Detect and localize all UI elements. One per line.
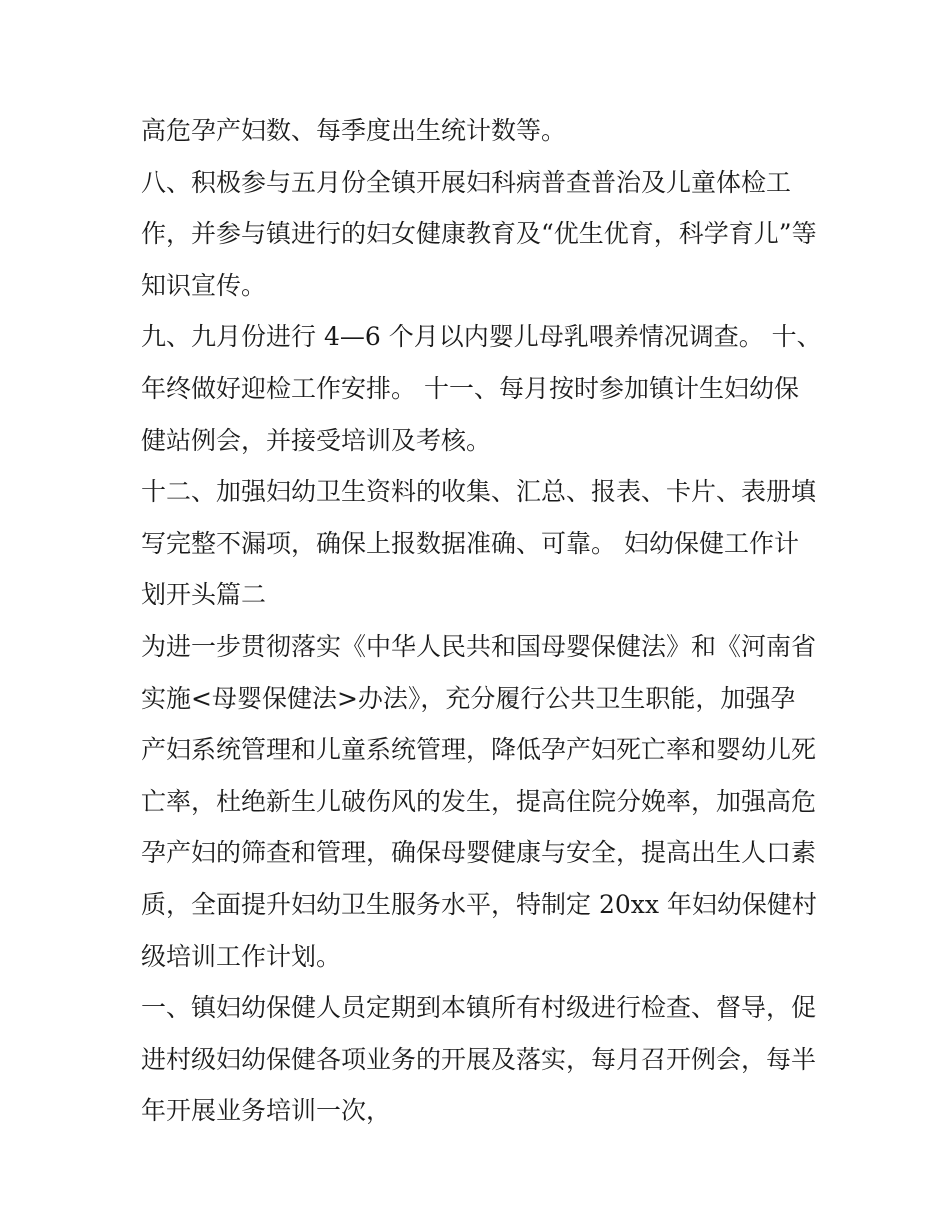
text-line: 十二、加强妇幼卫生资料的收集、汇总、报表、卡片、表册填 (141, 477, 817, 507)
text-line: 作，并参与镇进行的妇女健康教育及“优生优育，科学育儿”等 (141, 219, 817, 249)
paragraph-item-twelve (141, 466, 816, 621)
text-line: 写完整不漏项，确保上报数据准确、可靠。 妇幼保健工作计 (141, 528, 799, 558)
document-body (141, 105, 822, 1137)
text-line: 进村级妇幼保健各项业务的开展及落实，每月召开例会，每半 (141, 1044, 817, 1074)
text-line: 实施<母婴保健法>办法》，充分履行公共卫生职能，加强孕 (141, 683, 796, 713)
text-line: 一、镇妇幼保健人员定期到本镇所有村级进行检查、督导，促 (141, 993, 817, 1023)
text-line: 级培训工作计划。 (141, 941, 342, 971)
text-line: 质，全面提升妇幼卫生服务水平，特制定 20xx 年妇幼保健村 (141, 889, 817, 919)
paragraph-risk-statistics (141, 105, 816, 157)
text-line: 八、积极参与五月份全镇开展妇科病普查普治及儿童体检工 (141, 167, 792, 197)
paragraph-item-one (141, 982, 816, 1137)
text-line: 为进一步贯彻落实《中华人民共和国母婴保健法》和《河南省 (141, 631, 817, 661)
text-line: 产妇系统管理和儿童系统管理，降低孕产妇死亡率和婴幼儿死 (141, 735, 817, 765)
paragraph-item-nine (141, 311, 822, 466)
text-line: 健站例会，并接受培训及考核。 (141, 425, 492, 455)
paragraph-plan-intro (141, 621, 816, 982)
text-line: 亡率，杜绝新生儿破伤风的发生，提高住院分娩率，加强高危 (141, 786, 817, 816)
paragraph-item-eight (141, 157, 816, 312)
text-line: 年开展业务培训一次， (141, 1096, 392, 1126)
text-line: 年终做好迎检工作安排。 十一、每月按时参加镇计生妇幼保 (141, 373, 799, 403)
text-line: 孕产妇的筛查和管理，确保母婴健康与安全，提高出生人口素 (141, 838, 817, 868)
text-line: 划开头篇二 (141, 580, 267, 610)
text-line: 九、九月份进行 4—6 个月以内婴儿母乳喂养情况调查。 十、 (141, 322, 822, 352)
text-line: 高危孕产妇数、每季度出生统计数等。 (141, 116, 567, 145)
text-line: 知识宣传。 (141, 270, 267, 300)
